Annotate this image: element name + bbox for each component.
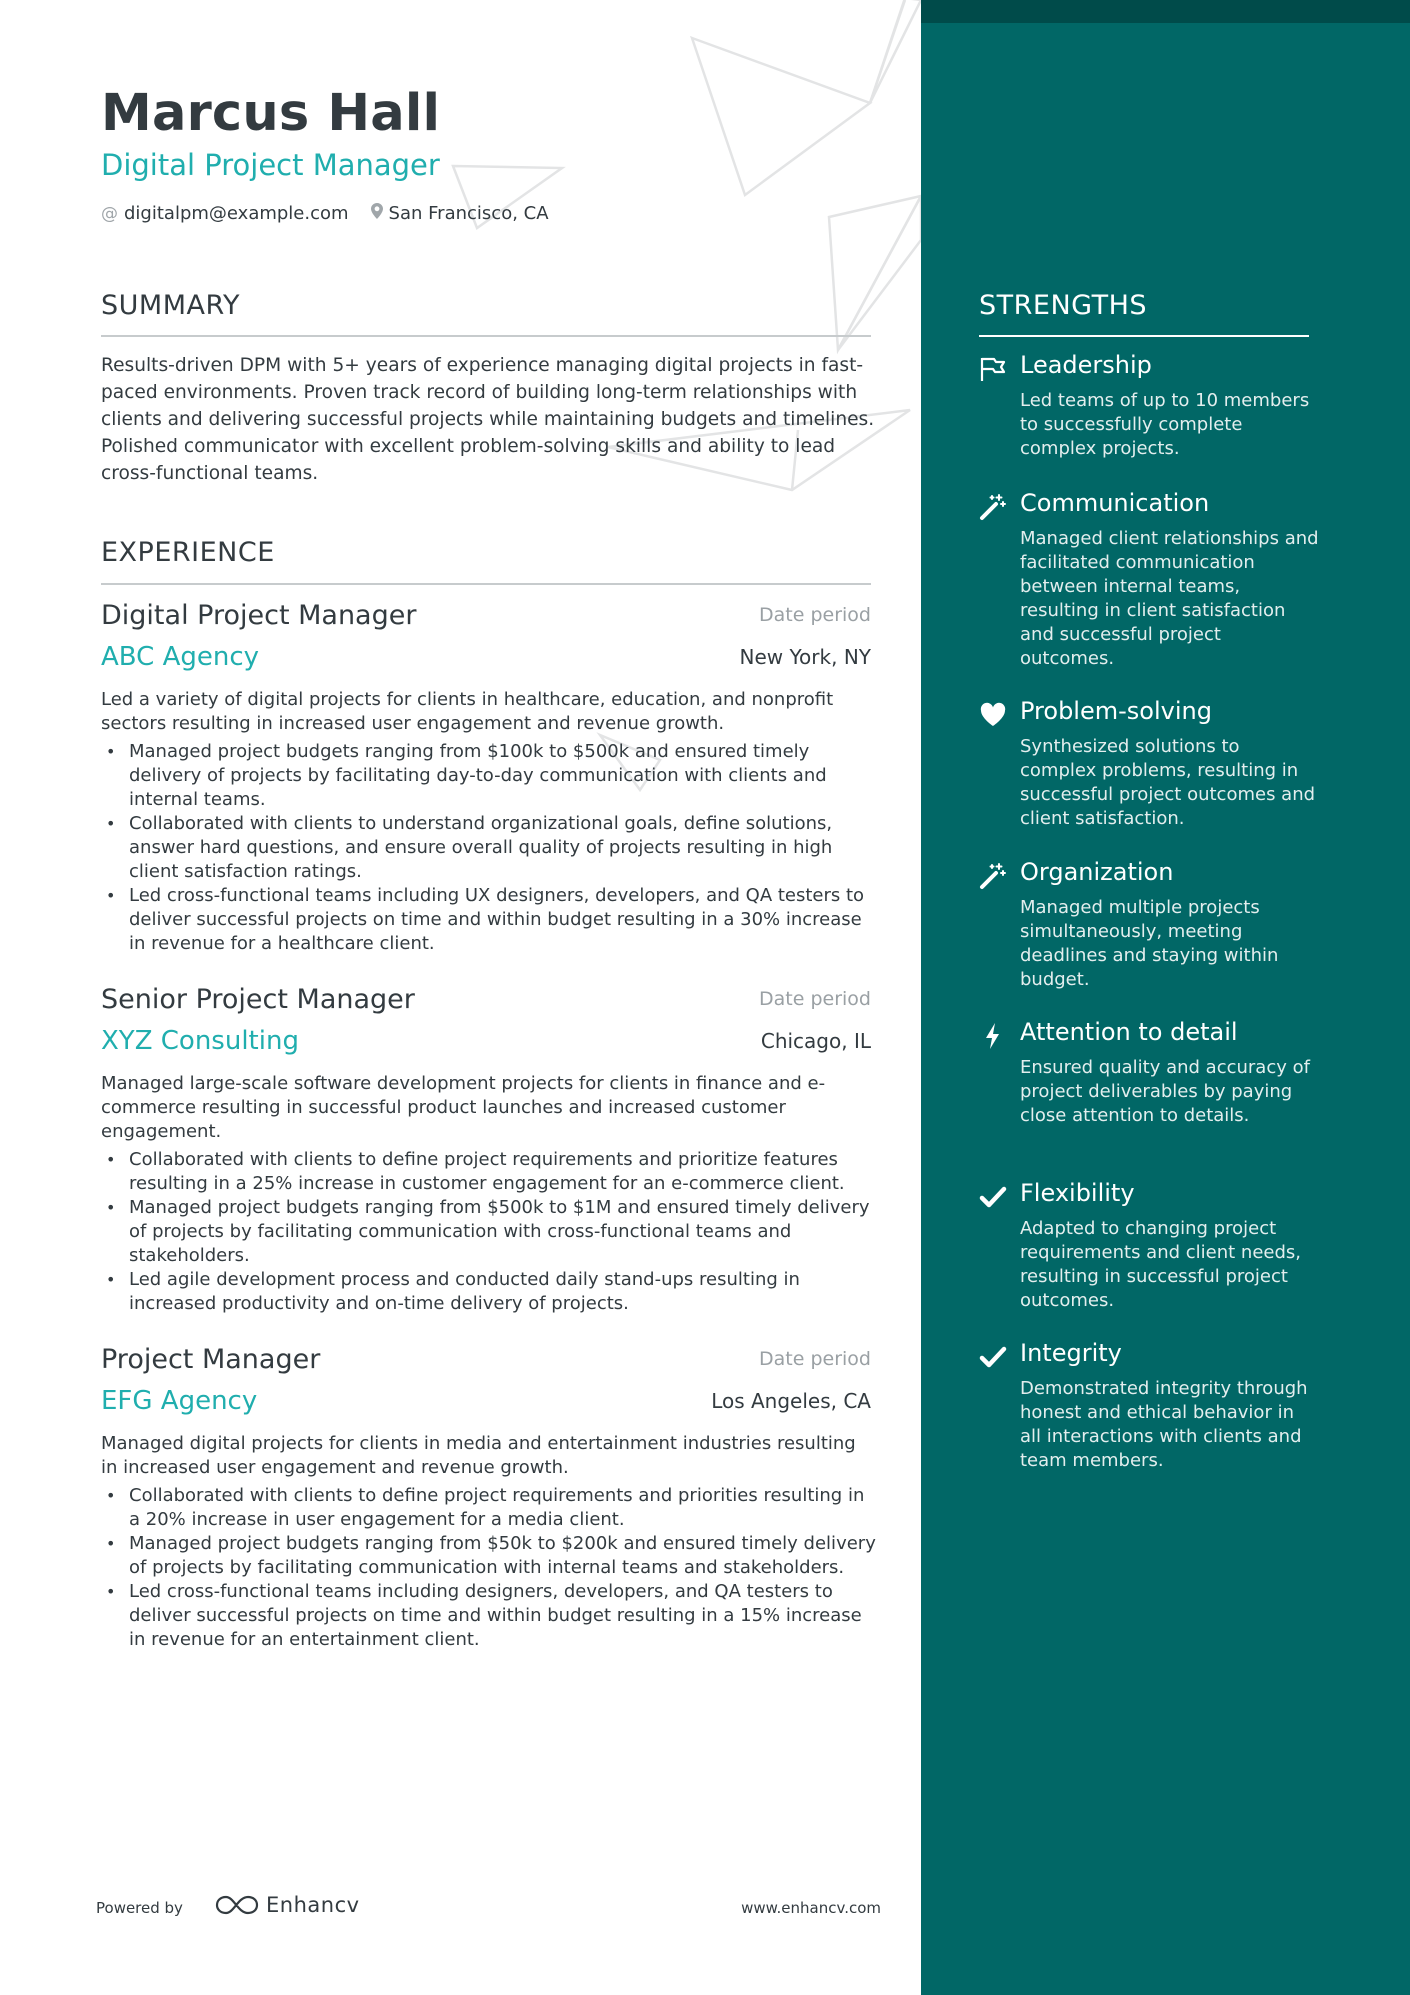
- strength-title: Leadership: [1020, 351, 1152, 379]
- job-date: Date period: [759, 1348, 871, 1370]
- website-link[interactable]: www.enhancv.com: [741, 1899, 881, 1917]
- flag-icon: [979, 355, 1007, 383]
- email-link[interactable]: digitalpm@example.com: [124, 203, 349, 224]
- job-bullets: [101, 740, 876, 956]
- job-bullet: • Led agile development process and conducted daily stand-ups resulting in increased productivity and on-time delivery of projects.: [101, 1268, 876, 1316]
- strength-title: Communication: [1020, 489, 1210, 517]
- job-description: Managed digital projects for clients in media and entertainment industries resulting in increased user engagement and revenue growth.: [101, 1433, 856, 1478]
- checkmark-icon: [979, 1183, 1007, 1211]
- strengths-divider: [979, 335, 1309, 337]
- job-bullets: [101, 1484, 876, 1652]
- job-date: Date period: [759, 604, 871, 626]
- experience-heading: EXPERIENCE: [101, 537, 275, 568]
- strength-title: Attention to detail: [1020, 1018, 1238, 1046]
- brand-name: Enhancv: [266, 1893, 360, 1917]
- summary-heading: SUMMARY: [101, 290, 240, 321]
- job-title: Digital Project Manager: [101, 600, 417, 631]
- at-icon: @: [101, 203, 118, 224]
- job-title: Senior Project Manager: [101, 984, 415, 1015]
- candidate-title: Digital Project Manager: [101, 148, 440, 182]
- summary-text: Results-driven DPM with 5+ years of experience managing digital projects in fast-paced environments. Proven track record of building long-term relationships with clients and delivering successful projects while maintaining budgets and timelines. Polished communicator with excellent problem-solving skills and ability to lead cross-functional teams.: [101, 355, 875, 484]
- summary-divider: [101, 335, 871, 337]
- strength-title: Organization: [1020, 858, 1174, 886]
- enhancv-logo[interactable]: [214, 1893, 360, 1917]
- job-date: Date period: [759, 988, 871, 1010]
- job-bullet: • Managed project budgets ranging from $100k to $500k and ensured timely delivery of projects by facilitating day-to-day communication with clients and internal teams.: [101, 740, 876, 812]
- job-company: XYZ Consulting: [101, 1026, 299, 1056]
- job-bullet: • Managed project budgets ranging from $50k to $200k and ensured timely delivery of projects by facilitating communication with internal teams and stakeholders.: [101, 1532, 876, 1580]
- candidate-name: Marcus Hall: [101, 84, 441, 143]
- job-bullet: • Collaborated with clients to understand organizational goals, define solutions, answer hard questions, and ensure overall quality of projects resulting in high client satisfaction ratings.: [101, 812, 876, 884]
- job-title: Project Manager: [101, 1344, 321, 1375]
- footer: [96, 1893, 881, 1923]
- strength-description: Demonstrated integrity through honest and ethical behavior in all interactions with clients and team members.: [1020, 1378, 1308, 1471]
- job-description: Led a variety of digital projects for clients in healthcare, education, and nonprofit sectors resulting in increased user engagement and revenue growth.: [101, 689, 834, 734]
- lightning-bolt-icon: [979, 1022, 1007, 1050]
- experience-divider: [101, 583, 871, 585]
- location-text: San Francisco, CA: [388, 203, 549, 224]
- location-pin-icon: [371, 203, 383, 224]
- job-location: New York, NY: [739, 645, 871, 669]
- magic-wand-icon: [979, 862, 1007, 890]
- contact-row: [101, 203, 549, 224]
- strengths-heading: STRENGTHS: [979, 290, 1148, 321]
- sidebar-top-band: [921, 0, 1410, 23]
- strength-description: Managed multiple projects simultaneously, meeting deadlines and staying within budget.: [1020, 897, 1279, 990]
- job-bullets: [101, 1148, 876, 1316]
- checkmark-icon: [979, 1343, 1007, 1371]
- job-company: ABC Agency: [101, 642, 260, 672]
- powered-by-label: Powered by: [96, 1899, 183, 1917]
- job-description: Managed large-scale software development projects for clients in finance and e-commerce resulting in successful product launches and increased customer engagement.: [101, 1073, 826, 1142]
- strength-title: Integrity: [1020, 1339, 1122, 1367]
- job-bullet: • Managed project budgets ranging from $500k to $1M and ensured timely delivery of projects by facilitating communication with cross-functional teams and stakeholders.: [101, 1196, 876, 1268]
- job-bullet: • Led cross-functional teams including designers, developers, and QA testers to deliver successful projects on time and within budget resulting in a 15% increase in revenue for an entertainment client.: [101, 1580, 876, 1652]
- job-location: Chicago, IL: [760, 1029, 871, 1053]
- job-bullet: • Collaborated with clients to define project requirements and priorities resulting in a 20% increase in user engagement for a media client.: [101, 1484, 876, 1532]
- strength-title: Flexibility: [1020, 1179, 1135, 1207]
- enhancv-logo-icon: [214, 1893, 260, 1917]
- strength-description: Ensured quality and accuracy of project deliverables by paying close attention to details.: [1020, 1057, 1310, 1126]
- strength-description: Adapted to changing project requirements and client needs, resulting in successful project outcomes.: [1020, 1218, 1301, 1311]
- strength-description: Synthesized solutions to complex problems, resulting in successful project outcomes and client satisfaction.: [1020, 736, 1316, 829]
- job-location: Los Angeles, CA: [711, 1389, 871, 1413]
- heart-icon: [979, 701, 1007, 729]
- job-bullet: • Led cross-functional teams including UX designers, developers, and QA testers to deliver successful projects on time and within budget resulting in a 30% increase in revenue for a healthcare client.: [101, 884, 876, 956]
- job-bullet: • Collaborated with clients to define project requirements and prioritize features resulting in a 25% increase in customer engagement for an e-commerce client.: [101, 1148, 876, 1196]
- magic-wand-icon: [979, 493, 1007, 521]
- strength-title: Problem-solving: [1020, 697, 1212, 725]
- job-company: EFG Agency: [101, 1386, 258, 1416]
- strength-description: Led teams of up to 10 members to successfully complete complex projects.: [1020, 390, 1310, 459]
- strength-description: Managed client relationships and facilitated communication between internal teams, resulting in client satisfaction and successful project outcomes.: [1020, 528, 1319, 669]
